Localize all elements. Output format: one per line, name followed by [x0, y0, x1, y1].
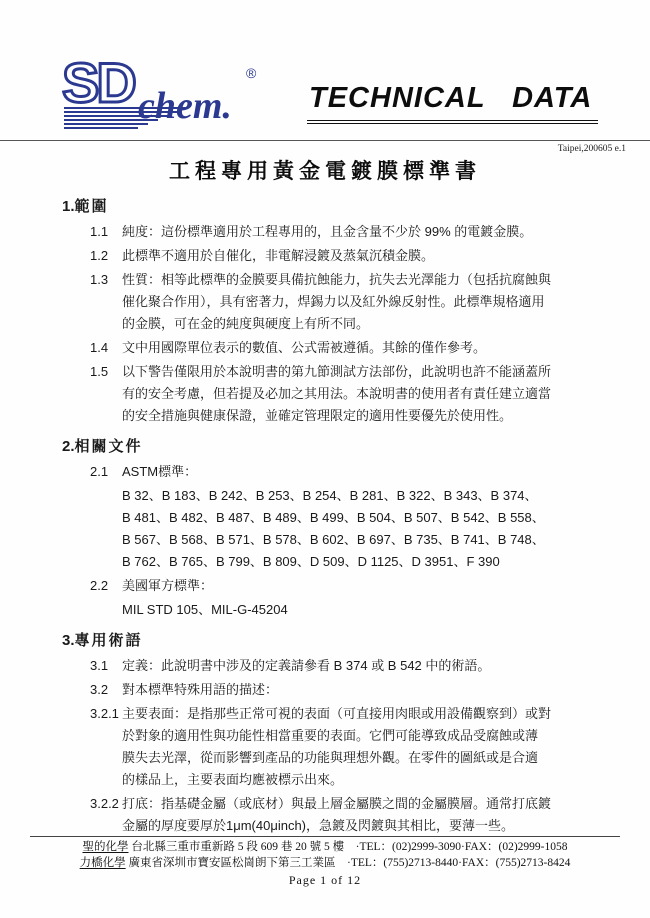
clause-number: 1.3: [90, 272, 109, 287]
clause-line: 的金膜，可在金的純度與硬度上有所不同。: [122, 316, 370, 331]
clause-number: 1.1: [90, 224, 109, 239]
section-number: 1.: [62, 198, 75, 215]
clause: [90, 575, 610, 597]
clause: [90, 269, 610, 335]
sdchem-logo-graphic: [60, 52, 280, 138]
logo-chem-text: chem.: [138, 85, 232, 127]
clause: [90, 245, 610, 267]
section-heading: [62, 630, 610, 652]
clause-line: 文中用國際單位表示的數值、公式需被遵循。其餘的僅作參考。: [122, 340, 487, 355]
clause-text: [122, 793, 551, 837]
footer-address-text: 廣東省深圳市寶安區松崗朗下第三工業區 ·TEL：(755)2713-8440·FAX：(755)2713-8424: [125, 856, 571, 869]
clause: [90, 337, 610, 359]
clause-line: 打底：指基礎金屬（或底材）與最上層金屬膜之間的金屬膜層。通常打底鍍: [122, 796, 552, 811]
clause-line: 以下警告僅限用於本說明書的第九節測試方法部份，此說明也許不能涵蓋所: [122, 364, 552, 379]
section-number: 3.: [62, 632, 75, 649]
revision-label: Taipei,200605 e.1: [557, 144, 626, 154]
footer-address-text: 台北縣三重市重新路 5 段 609 巷 20 號 5 樓 ·TEL：(02)2999-3090·FAX：(02)2999-1058: [128, 841, 568, 853]
clause-line: 金屬的厚度要厚於1μm(40μinch)，急鍍及閃鍍與其相比，要薄一些。: [122, 818, 515, 833]
clause-number: 2.1: [90, 464, 109, 479]
clause-line: 性質：相等此標準的金膜要具備抗蝕能力，抗失去光澤能力（包括抗腐蝕與: [122, 272, 552, 287]
clause-line: MIL STD 105、MIL-G-45204: [122, 602, 288, 617]
clause-line: 催化聚合作用），具有密著力，焊錫力以及紅外線反射性。此標準規格適用: [122, 294, 545, 309]
clause-line: 的安全措施與健康保證，並確定管理限定的適用性要優先於使用性。: [122, 408, 513, 423]
clause-number: 3.2.1: [90, 706, 119, 721]
clause: [90, 221, 610, 243]
clause-number: 1.4: [90, 340, 109, 355]
clause-text: [122, 245, 434, 267]
clause-text: [122, 703, 551, 791]
clause: [90, 703, 610, 791]
footer-company-name: 力橋化學: [79, 856, 126, 869]
clause-line: B 567、B 568、B 571、B 578、B 602、B 697、B 735、B 741、B 748、: [122, 532, 545, 547]
clause-line: 有的安全考慮，但若提及必加之其用法。本說明書的使用者有責任建立適當: [122, 386, 552, 401]
clause-line: 美國軍方標準：: [122, 578, 214, 593]
clause-number: 3.1: [90, 658, 109, 673]
clause-number: 2.2: [90, 578, 109, 593]
clause-line: 對本標準特殊用語的描述：: [122, 682, 279, 697]
section-heading: [62, 196, 610, 218]
clause-number: 1.5: [90, 364, 109, 379]
technical-data-title: TECHNICAL DATA: [307, 82, 598, 124]
clause-text: [122, 361, 551, 427]
clause-text: [122, 269, 551, 335]
section-title: 範圍: [74, 198, 109, 215]
section-title: 相關文件: [74, 438, 143, 455]
clause: [90, 461, 610, 483]
clause: [90, 679, 610, 701]
clause-number: 3.2.2: [90, 796, 119, 811]
clause-text: [122, 221, 532, 243]
doc-title: 工程專用黃金電鍍膜標準書: [169, 159, 481, 183]
clause: [122, 485, 610, 573]
clause: [90, 793, 610, 837]
clause: [122, 599, 610, 621]
page-footer: [30, 836, 620, 888]
clause: [90, 361, 610, 427]
clause-line: 純度：這份標準適用於工程專用的，且金含量不少於 99% 的電鍍金膜。: [122, 224, 533, 239]
footer-company-name: 聖的化學: [82, 841, 129, 853]
clause-line: 膜失去光澤，從而影響到產品的功能與理想外觀。在零件的圖紙或是合適: [122, 750, 539, 765]
clause-line: 的樣品上，主要表面均應被標示出來。: [122, 772, 344, 787]
page-indicator: Page 1 of 12: [288, 873, 362, 887]
clause-line: B 762、B 765、B 799、B 809、D 509、D 1125、D 3951、F 390: [122, 554, 500, 569]
clause-text: [122, 461, 197, 483]
clause-line: 此標準不適用於自催化，非電解浸鍍及蒸氣沉積金膜。: [122, 248, 435, 263]
svg-text:SD: SD: [62, 52, 134, 114]
clause-number: 1.2: [90, 248, 109, 263]
sdchem-logo: [60, 52, 280, 138]
clause-text: [122, 337, 486, 359]
clause-line: 定義：此說明書中涉及的定義請參看 B 374 或 B 542 中的術語。: [122, 658, 491, 673]
clause-line: 主要表面：是指那些正常可視的表面（可直接用肉眼或用設備觀察到）或對: [122, 706, 552, 721]
clause-line: 於對象的適用性與功能性相當重要的表面。它們可能導致成品受腐蝕或薄: [122, 728, 539, 743]
section-number: 2.: [62, 438, 75, 455]
footer-line: [30, 856, 620, 872]
clause-text: [122, 599, 288, 621]
clause-text: [122, 485, 545, 573]
clause-line: B 481、B 482、B 487、B 489、B 499、B 504、B 507、B 542、B 558、: [122, 510, 545, 525]
footer-address-block: [30, 840, 620, 871]
clause-text: [122, 679, 278, 701]
registered-trademark-icon: ®: [246, 65, 257, 81]
clause-text: [122, 655, 490, 677]
footer-line: [30, 840, 620, 856]
clause-text: [122, 575, 213, 597]
clause-line: ASTM標準：: [122, 464, 198, 479]
clause-line: B 32、B 183、B 242、B 253、B 254、B 281、B 322、B 343、B 374、: [122, 488, 538, 503]
section-heading: [62, 436, 610, 458]
section-title: 專用術語: [74, 632, 143, 649]
document-body: [62, 196, 610, 839]
logo-sd-letters: [62, 52, 135, 114]
header-rule: [0, 140, 650, 141]
clause: [90, 655, 610, 677]
clause-number: 3.2: [90, 682, 109, 697]
